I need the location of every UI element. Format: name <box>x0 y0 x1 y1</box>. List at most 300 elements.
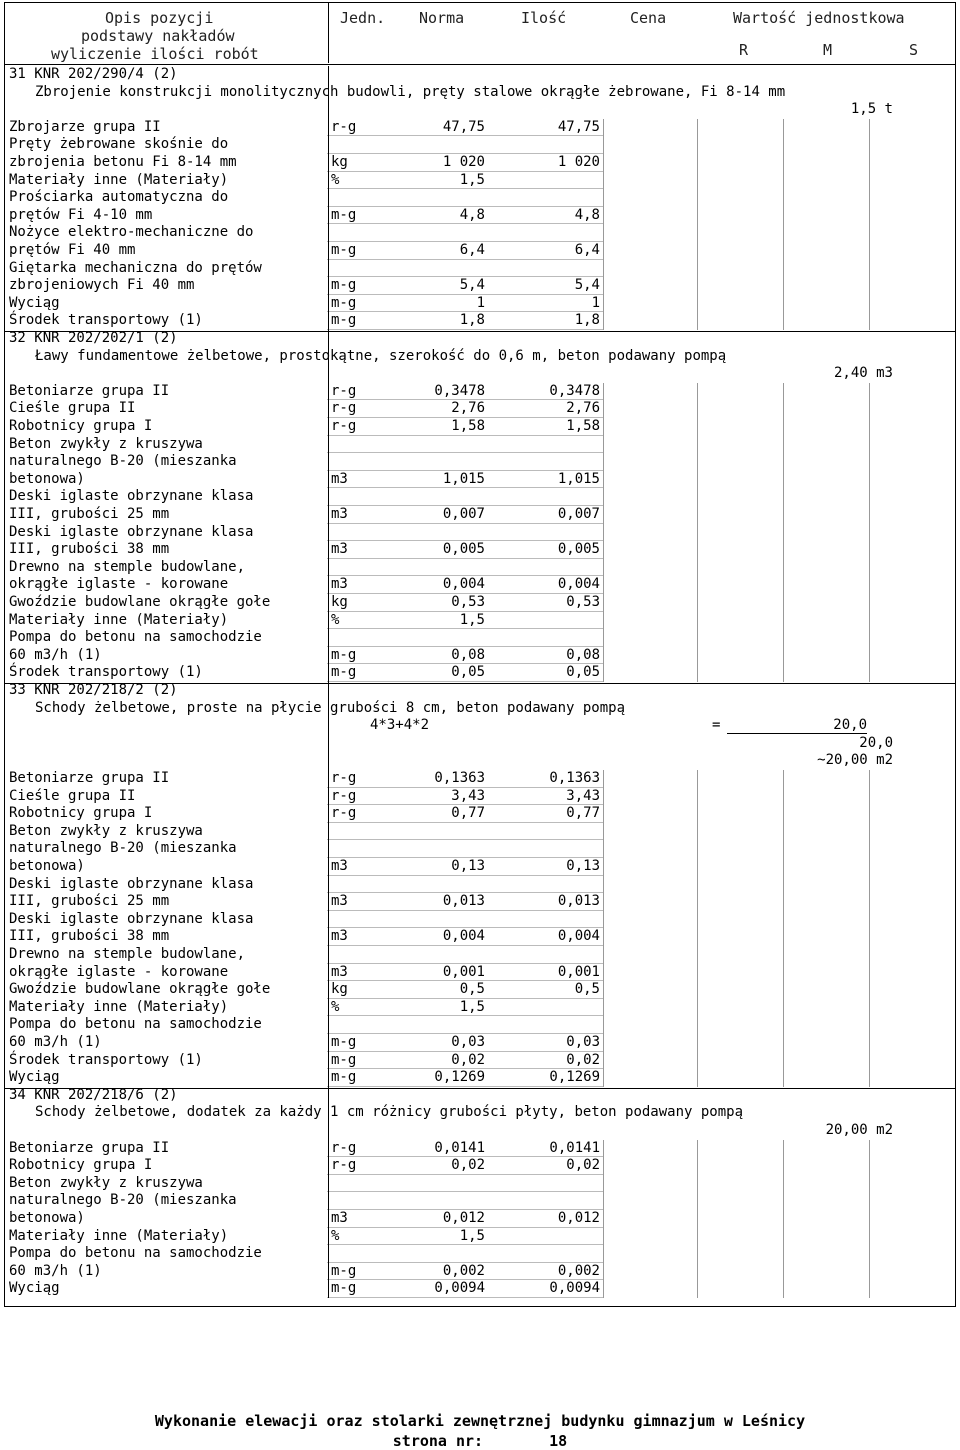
resource-name: Materiały inne (Materiały) <box>9 998 229 1015</box>
resource-name: betonowa) <box>9 1210 85 1226</box>
value-cell-border <box>783 453 784 471</box>
unit-column-divider <box>328 66 329 1298</box>
resource-row <box>5 488 955 506</box>
header-col-description-line1: Opis pozycji <box>105 9 214 27</box>
value-cell-border <box>783 400 784 418</box>
value-cell-border <box>869 576 870 594</box>
value-cell-border <box>869 999 870 1017</box>
resource-row <box>5 541 955 559</box>
resource-unit: m3 <box>331 928 348 945</box>
value-cell-border <box>869 928 870 946</box>
resource-norma: 0,013 <box>442 893 485 910</box>
resource-row <box>5 946 955 964</box>
resource-norma: 2,76 <box>451 400 485 417</box>
value-cell-border <box>603 418 604 436</box>
value-cell-border <box>783 647 784 665</box>
value-cell-border <box>869 400 870 418</box>
value-cell-border <box>603 1263 604 1281</box>
resource-ilosc: 0,03 <box>566 1034 600 1050</box>
resource-ilosc: 1 020 <box>557 154 600 170</box>
resource-norma: 4,8 <box>459 206 485 223</box>
resource-row <box>5 559 955 577</box>
resource-name: Beton zwykły z kruszywa <box>9 435 203 452</box>
resource-row <box>5 999 955 1017</box>
resource-row <box>5 119 955 137</box>
value-cell-border <box>783 981 784 999</box>
position-number: 31 KNR 202/290/4 (2) <box>9 66 178 82</box>
value-cell-border <box>783 612 784 630</box>
resource-ilosc: 0,02 <box>566 1051 600 1068</box>
resource-name: Środek transportowy (1) <box>9 312 203 329</box>
value-cell-border <box>783 999 784 1017</box>
value-cell-border <box>603 295 604 313</box>
value-cell-border <box>783 383 784 401</box>
value-cell-border <box>869 312 870 330</box>
resource-row <box>5 1228 955 1246</box>
resource-ilosc: 0,004 <box>557 576 600 593</box>
value-cell-border <box>697 805 698 823</box>
value-cell-border <box>869 172 870 190</box>
resource-unit: r-g <box>331 770 357 786</box>
resource-name: prętów Fi 4-10 mm <box>9 206 153 223</box>
resource-norma: 0,5 <box>459 981 485 998</box>
value-cell-border <box>697 207 698 225</box>
resource-ilosc: 0,001 <box>557 963 600 980</box>
value-cell-border <box>603 858 604 876</box>
resource-row <box>5 1192 955 1210</box>
resource-name: betonowa) <box>9 858 85 874</box>
value-cell-border <box>783 876 784 894</box>
resource-row <box>5 1210 955 1228</box>
resource-name: okrągłe iglaste - korowane <box>9 576 229 593</box>
value-cell-border <box>869 488 870 506</box>
resource-name: Deski iglaste obrzynane klasa <box>9 875 254 892</box>
value-cell-border <box>603 312 604 330</box>
resource-row <box>5 788 955 806</box>
header-bottom-rule <box>5 64 955 65</box>
resource-ilosc: 0,004 <box>557 928 600 945</box>
resource-name: Materiały inne (Materiały) <box>9 611 229 628</box>
value-cell-border <box>697 840 698 858</box>
resource-name: III, grubości 38 mm <box>9 928 170 945</box>
resource-row <box>5 805 955 823</box>
resource-unit: % <box>331 611 340 628</box>
value-cell-border <box>783 1016 784 1034</box>
value-cell-border <box>783 1245 784 1263</box>
value-cell-border <box>869 436 870 454</box>
resource-unit: m-g <box>331 277 357 294</box>
value-cell-border <box>603 136 604 154</box>
resource-unit: m-g <box>331 1034 357 1050</box>
position-quantity-row <box>5 735 955 753</box>
resource-name: naturalnego B-20 (mieszanka <box>9 840 237 857</box>
position-description: Schody żelbetowe, dodatek za każdy 1 cm różnicy grubości płyty, beton podawany pompą <box>35 1104 744 1121</box>
value-cell-border <box>603 277 604 295</box>
resource-unit: m3 <box>331 1210 348 1226</box>
header-col-m: M <box>823 41 833 59</box>
value-cell-border <box>603 436 604 454</box>
resource-row <box>5 453 955 471</box>
resource-unit: m-g <box>331 1051 357 1068</box>
value-cell-border <box>697 224 698 242</box>
resource-row <box>5 1016 955 1034</box>
resource-norma: 0,05 <box>451 664 485 681</box>
header-col-description-line2: podstawy nakładów <box>81 27 235 45</box>
resource-norma: 1,5 <box>459 1227 485 1244</box>
resource-name: III, grubości 38 mm <box>9 541 170 558</box>
resource-norma: 47,75 <box>442 118 485 135</box>
resource-norma: 0,0094 <box>434 1280 485 1297</box>
value-cell-border <box>783 1210 784 1228</box>
position-number: 32 KNR 202/202/1 (2) <box>9 330 178 346</box>
resource-ilosc: 1,8 <box>574 312 600 329</box>
resource-unit: m-g <box>331 294 357 311</box>
value-cell-border <box>869 1034 870 1052</box>
value-cell-border <box>869 1016 870 1034</box>
value-cell-border <box>697 1192 698 1210</box>
value-cell-border <box>603 1245 604 1263</box>
value-cell-border <box>869 154 870 172</box>
value-cell-border <box>603 383 604 401</box>
value-cell-border <box>869 1263 870 1281</box>
resource-norma: 0,3478 <box>434 382 485 399</box>
resource-row <box>5 1034 955 1052</box>
resource-unit: m3 <box>331 470 348 487</box>
resource-name: Prościarka automatyczna do <box>9 189 229 206</box>
resource-name: Betoniarze grupa II <box>9 1139 170 1156</box>
value-cell-border <box>697 893 698 911</box>
resource-ilosc: 0,08 <box>566 646 600 663</box>
value-cell-border <box>783 524 784 542</box>
value-cell-border <box>783 840 784 858</box>
value-cell-border <box>697 1034 698 1052</box>
value-cell-border <box>697 647 698 665</box>
resource-row <box>5 1052 955 1070</box>
value-cell-border <box>697 576 698 594</box>
value-cell-border <box>783 911 784 929</box>
resource-ilosc: 0,007 <box>557 506 600 522</box>
resource-name: naturalnego B-20 (mieszanka <box>9 1192 237 1209</box>
resource-ilosc: 0,1269 <box>549 1069 600 1086</box>
resource-norma: 3,43 <box>451 787 485 804</box>
cost-table <box>4 2 956 1307</box>
value-cell-border <box>603 1157 604 1175</box>
value-cell-border <box>869 418 870 436</box>
value-cell-border <box>603 488 604 506</box>
value-cell-border <box>697 260 698 278</box>
resource-ilosc: 47,75 <box>557 118 600 135</box>
resource-unit: kg <box>331 594 348 610</box>
value-cell-border <box>783 471 784 489</box>
value-cell-border <box>697 242 698 260</box>
resource-name: Pompa do betonu na samochodzie <box>9 629 262 646</box>
resource-ilosc: 0,1363 <box>549 770 600 786</box>
value-cell-border <box>697 594 698 612</box>
resource-name: Deski iglaste obrzynane klasa <box>9 488 254 505</box>
value-cell-border <box>603 788 604 806</box>
page-number-label: strona nr: <box>392 1432 484 1450</box>
resource-name: Środek transportowy (1) <box>9 664 203 681</box>
value-cell-border <box>697 770 698 788</box>
value-cell-border <box>869 1192 870 1210</box>
value-cell-border <box>869 840 870 858</box>
value-cell-border <box>603 1016 604 1034</box>
position-number: 34 KNR 202/218/6 (2) <box>9 1086 178 1103</box>
resource-ilosc: 2,76 <box>566 400 600 417</box>
resource-name: zbrojeniowych Fi 40 mm <box>9 277 195 294</box>
value-cell-border <box>603 207 604 225</box>
resource-ilosc: 1,015 <box>557 470 600 487</box>
resource-name: betonowa) <box>9 470 85 487</box>
resource-unit: r-g <box>331 1139 357 1156</box>
resource-unit: % <box>331 1227 340 1244</box>
value-cell-border <box>603 524 604 542</box>
value-cell-border <box>783 664 784 682</box>
resource-ilosc: 0,005 <box>557 541 600 558</box>
value-cell-border <box>783 805 784 823</box>
value-cell-border <box>603 647 604 665</box>
resource-row <box>5 189 955 207</box>
resource-unit: m3 <box>331 893 348 910</box>
resource-row <box>5 136 955 154</box>
resource-row <box>5 418 955 436</box>
value-cell-border <box>783 312 784 330</box>
resource-row <box>5 383 955 401</box>
value-cell-border <box>697 312 698 330</box>
value-cell-border <box>783 541 784 559</box>
resource-norma: 0,005 <box>442 541 485 558</box>
resource-unit: m-g <box>331 1069 357 1086</box>
value-cell-border <box>783 207 784 225</box>
value-cell-border <box>697 1016 698 1034</box>
value-cell-border <box>697 383 698 401</box>
value-cell-border <box>783 1052 784 1070</box>
value-cell-border <box>869 594 870 612</box>
resource-row <box>5 576 955 594</box>
resource-norma: 1,5 <box>459 171 485 188</box>
value-cell-border <box>869 911 870 929</box>
value-cell-border <box>783 1069 784 1087</box>
calculation-value: 20,0 <box>727 717 867 734</box>
resource-name: Wyciąg <box>9 1280 60 1297</box>
position-header-row <box>5 682 955 700</box>
value-cell-border <box>603 911 604 929</box>
position-quantity: 20,0 <box>859 734 893 751</box>
value-cell-border <box>869 541 870 559</box>
resource-row <box>5 1157 955 1175</box>
resource-name: Materiały inne (Materiały) <box>9 171 229 188</box>
value-cell-border <box>603 260 604 278</box>
resource-name: Giętarka mechaniczna do prętów <box>9 259 262 276</box>
value-cell-border <box>869 189 870 207</box>
resource-norma: 0,004 <box>442 576 485 593</box>
resource-norma: 0,004 <box>442 928 485 945</box>
resource-row <box>5 612 955 630</box>
value-cell-border <box>869 224 870 242</box>
value-cell-border <box>783 295 784 313</box>
value-cell-border <box>869 119 870 137</box>
resource-row <box>5 1263 955 1281</box>
resource-name: Robotnicy grupa I <box>9 418 153 434</box>
resource-row <box>5 224 955 242</box>
value-cell-border <box>603 1140 604 1158</box>
resource-ilosc: 5,4 <box>574 277 600 294</box>
position-header-row <box>5 1087 955 1105</box>
value-cell-border <box>869 964 870 982</box>
value-cell-border <box>869 664 870 682</box>
resource-unit: m3 <box>331 963 348 980</box>
resource-ilosc: 0,13 <box>566 858 600 874</box>
value-cell-border <box>603 612 604 630</box>
value-cell-border <box>697 823 698 841</box>
resource-name: III, grubości 25 mm <box>9 506 170 522</box>
resource-row <box>5 964 955 982</box>
resource-unit: r-g <box>331 382 357 399</box>
resource-norma: 0,08 <box>451 646 485 663</box>
value-cell-border <box>697 471 698 489</box>
value-cell-border <box>783 858 784 876</box>
resource-unit: kg <box>331 154 348 170</box>
resource-ilosc: 0,0141 <box>549 1139 600 1156</box>
resource-name: Betoniarze grupa II <box>9 382 170 399</box>
value-cell-border <box>603 119 604 137</box>
value-cell-border <box>869 1228 870 1246</box>
value-cell-border <box>697 453 698 471</box>
value-cell-border <box>697 295 698 313</box>
value-cell-border <box>783 172 784 190</box>
value-cell-border <box>697 189 698 207</box>
value-cell-border <box>869 805 870 823</box>
resource-norma: 1 020 <box>442 154 485 170</box>
resource-norma: 0,002 <box>442 1262 485 1279</box>
value-cell-border <box>697 418 698 436</box>
header-col-cena: Cena <box>630 9 667 27</box>
resource-norma: 0,53 <box>451 594 485 610</box>
resource-row <box>5 1140 955 1158</box>
value-cell-border <box>869 383 870 401</box>
resource-name: Pompa do betonu na samochodzie <box>9 1016 262 1033</box>
value-cell-border <box>783 594 784 612</box>
resource-name: Cieśle grupa II <box>9 787 136 804</box>
value-cell-border <box>783 1192 784 1210</box>
value-cell-border <box>697 964 698 982</box>
value-cell-border <box>697 858 698 876</box>
value-cell-border <box>697 981 698 999</box>
value-cell-border <box>783 1228 784 1246</box>
value-cell-border <box>603 1034 604 1052</box>
resource-name: okrągłe iglaste - korowane <box>9 963 229 980</box>
value-cell-border <box>869 453 870 471</box>
resource-norma: 0,001 <box>442 963 485 980</box>
value-cell-border <box>869 1069 870 1087</box>
resource-row <box>5 471 955 489</box>
value-cell-border <box>697 400 698 418</box>
value-cell-border <box>697 1157 698 1175</box>
position-description: Zbrojenie konstrukcji monolitycznych budowli, pręty stalowe okrągłe żebrowane, Fi 8-14 mm <box>35 83 786 100</box>
resource-name: 60 m3/h (1) <box>9 1262 102 1279</box>
resource-row <box>5 1175 955 1193</box>
value-cell-border <box>869 823 870 841</box>
resource-row <box>5 506 955 524</box>
value-cell-border <box>783 1140 784 1158</box>
value-cell-border <box>697 1280 698 1298</box>
value-cell-border <box>697 788 698 806</box>
value-cell-border <box>869 1157 870 1175</box>
position-quantity-row <box>5 101 955 119</box>
resource-name: Drewno na stemple budowlane, <box>9 558 246 575</box>
resource-ilosc: 0,013 <box>557 893 600 910</box>
header-col-description-line3: wyliczenie ilości robót <box>51 45 259 63</box>
value-cell-border <box>603 893 604 911</box>
resource-unit: m-g <box>331 312 357 329</box>
resource-ilosc: 3,43 <box>566 787 600 804</box>
value-cell-border <box>697 488 698 506</box>
value-cell-border <box>869 858 870 876</box>
resource-unit: r-g <box>331 418 357 434</box>
resource-unit: r-g <box>331 787 357 804</box>
value-cell-border <box>603 823 604 841</box>
resource-row <box>5 981 955 999</box>
resource-name: Beton zwykły z kruszywa <box>9 1174 203 1191</box>
resource-ilosc: 0,5 <box>574 981 600 998</box>
value-cell-border <box>697 136 698 154</box>
value-cell-border <box>697 1052 698 1070</box>
resource-norma: 0,007 <box>442 506 485 522</box>
resource-row <box>5 893 955 911</box>
resource-unit: m-g <box>331 206 357 223</box>
resource-row <box>5 260 955 278</box>
value-cell-border <box>783 1034 784 1052</box>
value-cell-border <box>603 1052 604 1070</box>
position-description-row <box>5 700 955 718</box>
resource-ilosc: 1 <box>591 294 600 311</box>
resource-name: Beton zwykły z kruszywa <box>9 822 203 839</box>
value-cell-border <box>869 207 870 225</box>
page-number: 18 <box>549 1432 568 1450</box>
value-cell-border <box>869 506 870 524</box>
value-cell-border <box>783 154 784 172</box>
value-cell-border <box>783 964 784 982</box>
resource-norma: 0,1269 <box>434 1069 485 1086</box>
value-cell-border <box>869 136 870 154</box>
resource-ilosc: 0,77 <box>566 805 600 822</box>
position-quantity-row <box>5 1122 955 1140</box>
position-quantity: 2,40 m3 <box>833 365 893 382</box>
value-cell-border <box>697 506 698 524</box>
value-cell-border <box>603 594 604 612</box>
value-cell-border <box>603 559 604 577</box>
value-cell-border <box>869 1052 870 1070</box>
value-cell-border <box>603 1069 604 1087</box>
position-quantity: ~20,00 m2 <box>817 752 893 769</box>
value-cell-border <box>603 1280 604 1298</box>
resource-row <box>5 277 955 295</box>
resource-name: Gwoździe budowlane okrągłe gołe <box>9 981 271 998</box>
value-cell-border <box>603 172 604 190</box>
resource-row <box>5 207 955 225</box>
resource-name: Robotnicy grupa I <box>9 805 153 822</box>
value-cell-border <box>869 946 870 964</box>
value-cell-border <box>783 418 784 436</box>
value-cell-border <box>697 119 698 137</box>
value-cell-border <box>603 189 604 207</box>
resource-norma: 0,012 <box>442 1210 485 1226</box>
resource-row <box>5 154 955 172</box>
resource-row <box>5 664 955 682</box>
resource-ilosc: 0,012 <box>557 1210 600 1226</box>
position-description-row <box>5 1104 955 1122</box>
resource-norma: 0,13 <box>451 858 485 874</box>
